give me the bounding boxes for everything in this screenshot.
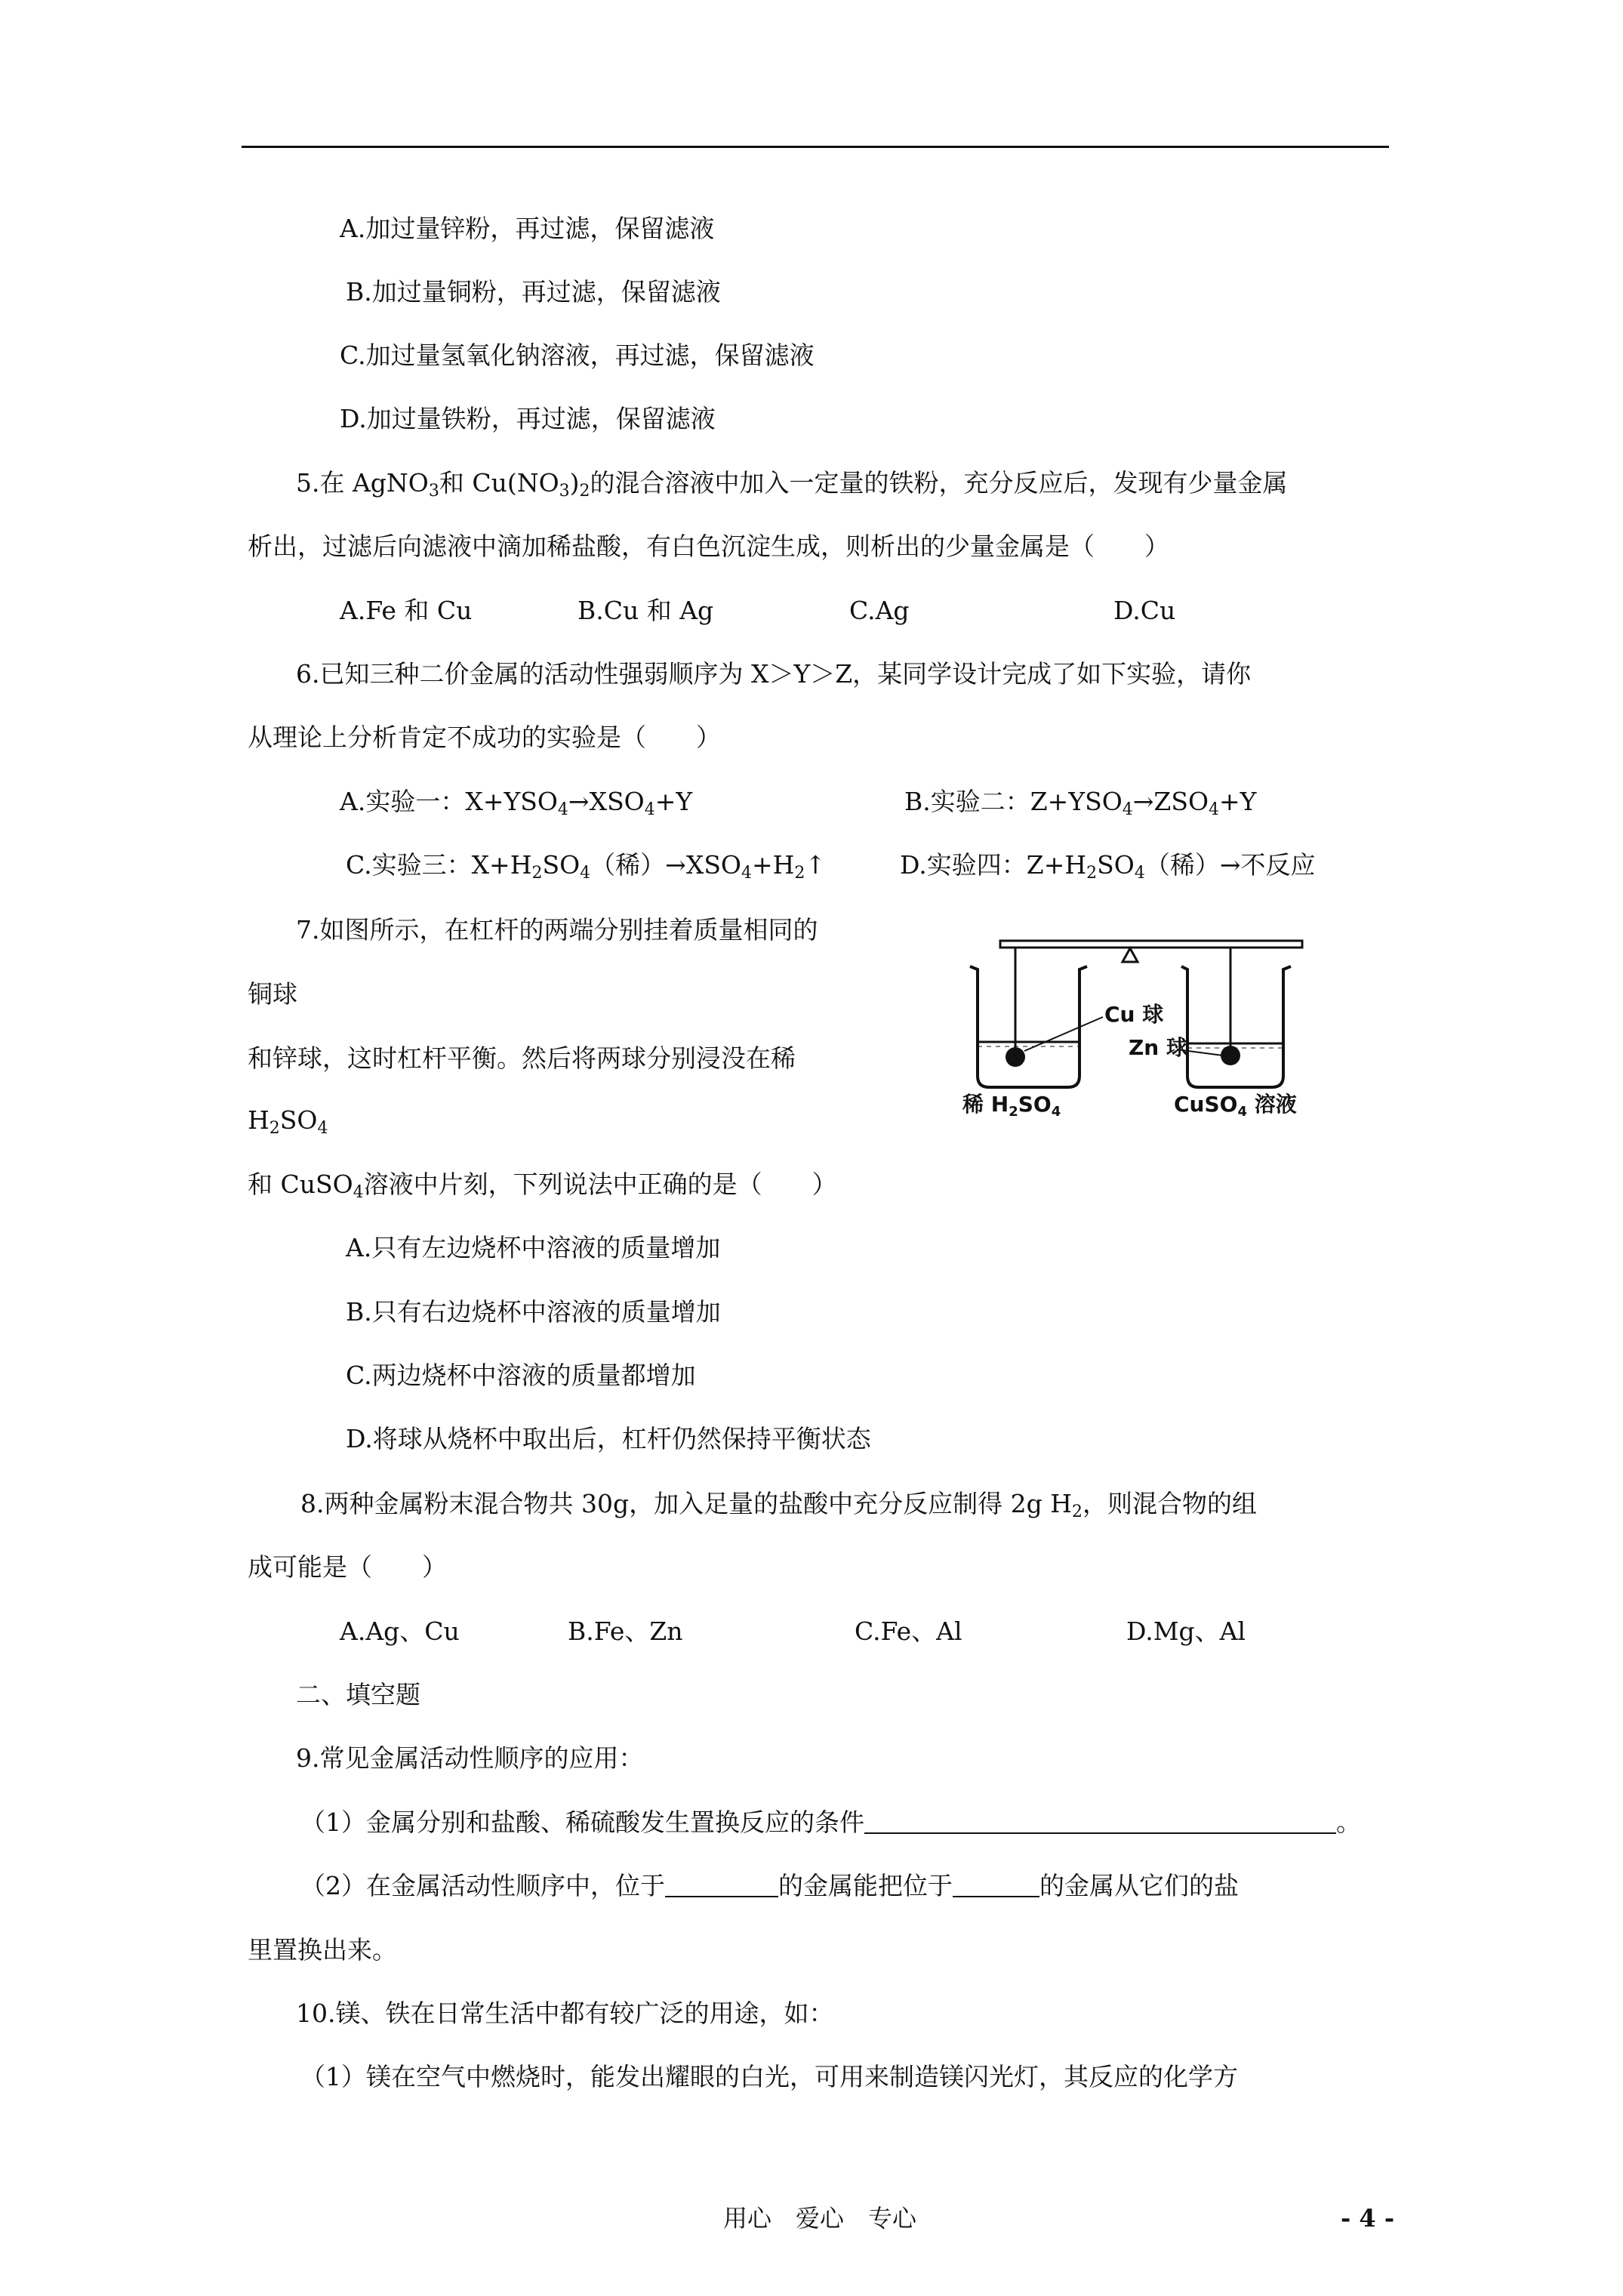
q10-title: 10.镁、铁在日常生活中都有较广泛的用途，如： [296,1999,834,2028]
q7-stem-line3: 和锌球，这时杠杆平衡。然后将两球分别浸没在稀 [248,1043,796,1073]
q4-option-d: D.加过量铁粉，再过滤，保留滤液 [340,404,716,433]
fulcrum [1123,948,1138,962]
q8-option-b: B.Fe、Zn [568,1616,683,1646]
q5-stem-line2: 析出，过滤后向滤液中滴加稀盐酸，有白色沉淀生成，则析出的少量金属是（ ） [248,532,1169,561]
page-number: - 4 - [1341,2204,1395,2233]
cu-ball-label: Cu 球 [1104,1002,1164,1027]
lever-beaker-figure [955,936,1332,1133]
zn-ball [1221,1046,1240,1065]
q7-stem-line2: 铜球 [248,979,297,1009]
q7-stem-line1: 7.如图所示，在杠杆的两端分别挂着质量相同的 [296,915,818,945]
q9-blank-2[interactable] [665,1873,778,1897]
cu-ball [1006,1047,1025,1067]
q7-option-a: A.只有左边烧杯中溶液的质量增加 [346,1233,721,1262]
right-beaker-label: CuSO$_4$ 溶液 [1174,1092,1297,1120]
q5-option-b: B.Cu 和 Ag [577,596,714,625]
q5-option-d: D.Cu [1113,596,1176,625]
q6-stem-line1: 6.已知三种二价金属的活动性强弱顺序为 X＞Y＞Z，某同学设计完成了如下实验，请你 [296,659,1252,689]
q7-option-d: D.将球从烧杯中取出后，杠杆仍然保持平衡状态 [346,1424,871,1453]
q5-stem-line1: 5.在 AgNO$_3$和 $Cu(NO_3)_2$的混合溶液中加入一定量的铁粉，充分反应后，发现有少量金属 [296,468,1288,501]
q7-stem-line5: 和 CuSO$_4$溶液中片刻，下列说法中正确的是（ ） [248,1170,837,1202]
q7-option-c: C.两边烧杯中溶液的质量都增加 [346,1361,696,1390]
q9-part1: （1）金属分别和盐酸、稀硫酸发生置换反应的条件 。 [300,1808,1361,1837]
q4-option-b: B.加过量铜粉，再过滤，保留滤液 [346,277,721,307]
section-fill-in-title: 二、填空题 [296,1680,420,1709]
q6-option-d: D.实验四：$Z+H_2SO_4$（稀）→不反应 [900,850,1316,883]
q4-option-a: A.加过量锌粉，再过滤，保留滤液 [340,214,715,243]
footer-motto: 用心 爱心 专心 [723,2204,917,2233]
q9-blank-3[interactable] [953,1873,1039,1897]
q8-stem-line2: 成可能是（ ） [248,1552,447,1582]
q9-part2: （2）在金属活动性顺序中，位于 的金属能把位于 的金属从它们的盐 [300,1871,1239,1900]
q9-title: 9.常见金属活动性顺序的应用： [296,1743,644,1773]
q9-part2-cont: 里置换出来。 [248,1935,397,1965]
q6-stem-line2: 从理论上分析肯定不成功的实验是（ ） [248,723,721,752]
q6-option-b: B.实验二：$Z+YSO_4\to ZSO_4+Y$ [904,787,1257,819]
q8-stem-line1: 8.两种金属粉末混合物共 30g，加入足量的盐酸中充分反应制得 2g $H_2$，则混合物的组 [300,1489,1257,1521]
q5-option-c: C.Ag [849,596,910,625]
q8-option-c: C.Fe、Al [855,1616,962,1646]
q9-blank-1[interactable] [864,1810,1336,1834]
left-beaker-label: 稀 $H_2SO_4$ [962,1092,1061,1120]
q10-part1: （1）镁在空气中燃烧时，能发出耀眼的白光，可用来制造镁闪光灯，其反应的化学方 [300,2062,1238,2091]
zn-ball-label: Zn 球 [1129,1035,1187,1060]
q5-option-a: A.Fe 和 Cu [340,596,473,625]
q6-option-c: C.实验三：$X+H_2SO_4$（稀）$\to XSO_4+H_2↑$ [346,850,827,883]
q8-option-d: D.Mg、Al [1126,1616,1246,1646]
cu-pointer [1024,1017,1103,1051]
q7-option-b: B.只有右边烧杯中溶液的质量增加 [346,1297,721,1327]
q4-option-c: C.加过量氢氧化钠溶液，再过滤，保留滤液 [340,341,815,370]
right-beaker [1181,966,1291,1087]
q8-option-a: A.Ag、Cu [340,1616,460,1646]
left-beaker [970,966,1087,1087]
q6-option-a: A.实验一：$X+YSO_4\to XSO_4+Y$ [340,787,693,819]
q7-stem-line4: $H_2SO_4$ [248,1105,328,1138]
lever-bar [1000,941,1302,948]
header-rule [242,146,1389,148]
